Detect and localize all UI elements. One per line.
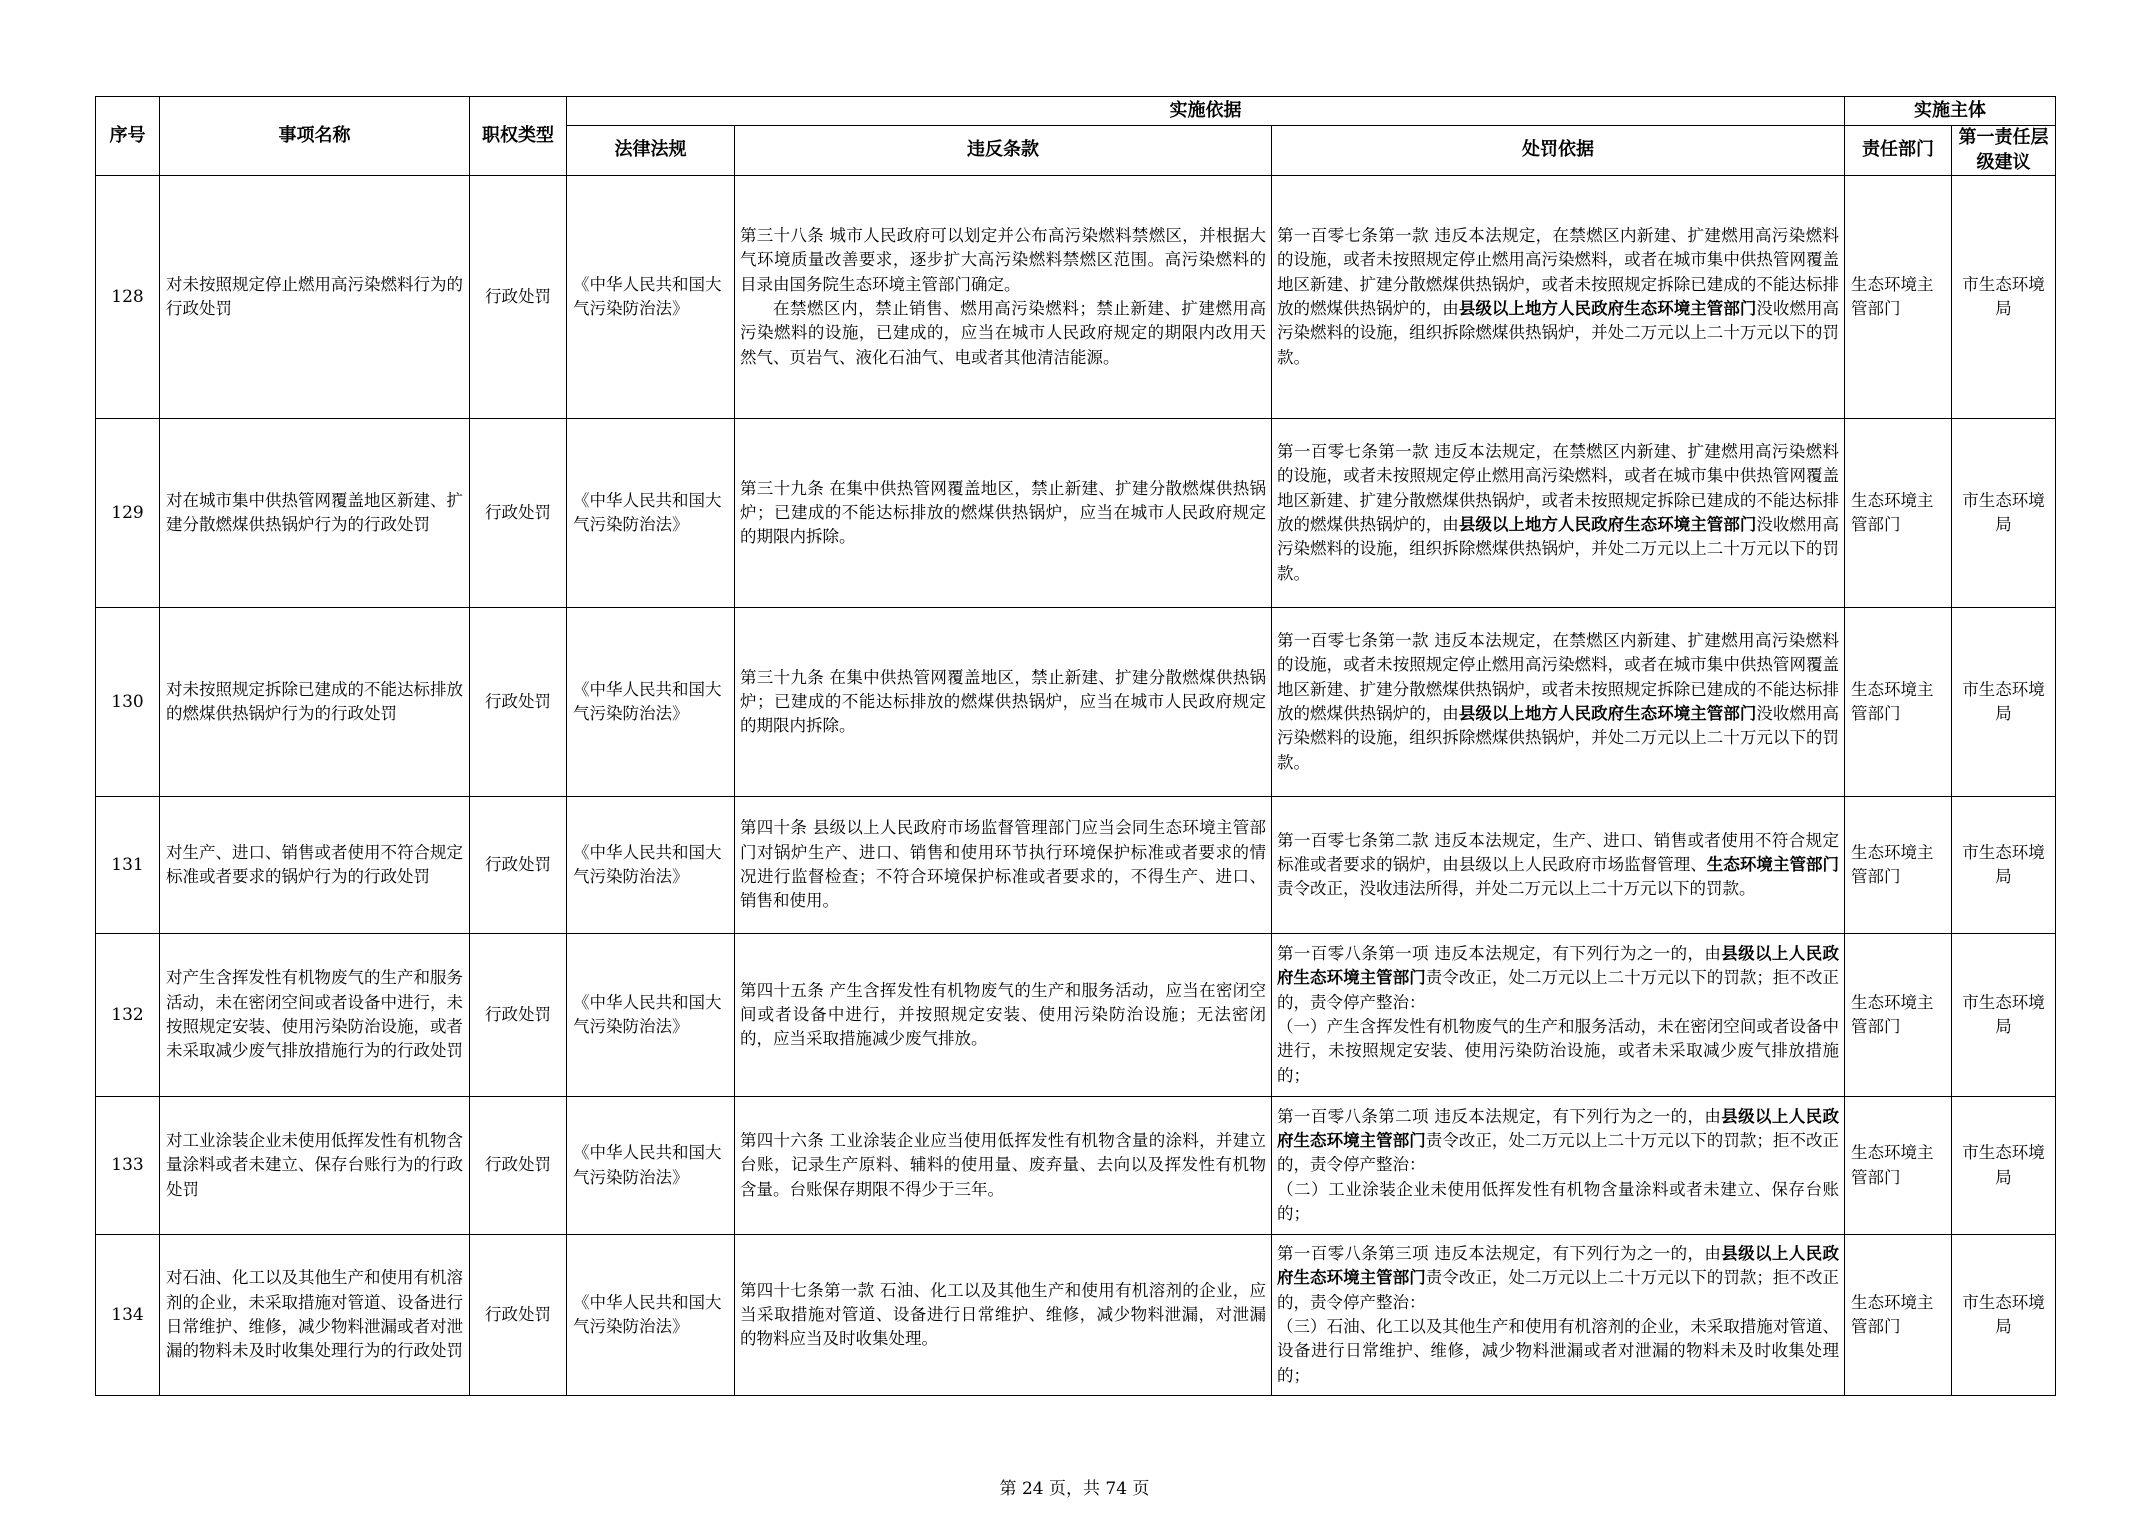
row-violation: 第三十九条 在集中供热管网覆盖地区，禁止新建、扩建分散燃煤供热锅炉；已建成的不能达标排放的燃煤供热锅炉，应当在城市人民政府规定的期限内拆除。 [735,419,1272,608]
table-row [96,608,2056,797]
penalty-authority: 生态环境主管部门 [1706,854,1840,874]
row-law: 《中华人民共和国大气污染防治法》 [567,1097,735,1235]
row-dept: 生态环境主管部门 [1845,608,1952,797]
table-row [96,419,2056,608]
row-dept: 生态环境主管部门 [1845,176,1952,419]
row-penalty [1272,797,1845,934]
header-basis-group: 实施依据 [567,97,1845,126]
penalty-item: （三）石油、化工以及其他生产和使用有机溶剂的企业，未采取措施对管道、设备进行日常维护、维修，减少物料泄漏或者对泄漏的物料未及时收集处理的； [1277,1317,1839,1385]
row-level: 市生态环境局 [1952,797,2056,934]
penalty-text: 没收燃用高污染燃料的设施，组织拆除燃煤供热锅炉，并处二万元以上二十万元以下的罚款。 [1277,299,1840,367]
row-item-name: 对产生含挥发性有机物废气的生产和服务活动，未在密闭空间或者设备中进行，未按照规定安装、使用污染防治设施，或者未采取减少废气排放措施行为的行政处罚 [160,934,470,1097]
penalty-text: 第一百零八条第一项 违反本法规定，有下列行为之一的，由 [1277,944,1722,964]
row-penalty [1272,934,1845,1097]
penalty-text: 第一百零七条第一款 违反本法规定，在禁燃区内新建、扩建燃用高污染燃料的设施，或者未按照规定停止燃用高污染燃料，或者在城市集中供热管网覆盖地区新建、扩建分散燃煤供热锅炉，或者未按照规定拆除已建成的不能达标排放的燃煤供热锅炉的，由 [1277,226,1839,318]
row-violation: 第三十九条 在集中供热管网覆盖地区，禁止新建、扩建分散燃煤供热锅炉；已建成的不能达标排放的燃煤供热锅炉，应当在城市人民政府规定的期限内拆除。 [735,608,1272,797]
header-subject-group: 实施主体 [1845,97,2056,126]
penalty-text: 第一百零八条第三项 违反本法规定，有下列行为之一的，由 [1277,1244,1722,1264]
row-violation [735,176,1272,419]
row-power-type: 行政处罚 [470,608,567,797]
enforcement-table [95,96,2056,1396]
row-seq: 130 [96,608,160,797]
penalty-authority: 县级以上地方人民政府生态环境主管部门 [1458,299,1757,318]
row-penalty [1272,176,1845,419]
header-item-name: 事项名称 [160,97,470,176]
row-level: 市生态环境局 [1952,1097,2056,1235]
header-dept: 责任部门 [1845,126,1952,176]
row-power-type: 行政处罚 [470,1097,567,1235]
penalty-text: 责令改正，处二万元以上二十万元以下的罚款；拒不改正的，责令停产整治： [1277,968,1840,1012]
penalty-authority: 县级以上人民政府生态环境主管部门 [1277,1106,1840,1151]
header-penalty: 处罚依据 [1272,126,1845,176]
row-law: 《中华人民共和国大气污染防治法》 [567,797,735,934]
row-law: 《中华人民共和国大气污染防治法》 [567,934,735,1097]
header-level: 第一责任层级建议 [1952,126,2056,176]
row-power-type: 行政处罚 [470,1235,567,1396]
row-penalty [1272,1097,1845,1235]
row-violation: 第四十条 县级以上人民政府市场监督管理部门应当会同生态环境主管部门对锅炉生产、进口、销售和使用环节执行环境保护标准或者要求的情况进行监督检查；不符合环境保护标准或者要求的，不得生产、进口、销售和使用。 [735,797,1272,934]
row-violation: 第四十五条 产生含挥发性有机物废气的生产和服务活动，应当在密闭空间或者设备中进行，并按照规定安装、使用污染防治设施；无法密闭的，应当采取措施减少废气排放。 [735,934,1272,1097]
header-law: 法律法规 [567,126,735,176]
row-item-name: 对工业涂装企业未使用低挥发性有机物含量涂料或者未建立、保存台账行为的行政处罚 [160,1097,470,1235]
row-seq: 133 [96,1097,160,1235]
penalty-text: 没收燃用高污染燃料的设施，组织拆除燃煤供热锅炉，并处二万元以上二十万元以下的罚款。 [1277,515,1840,583]
penalty-authority: 县级以上地方人民政府生态环境主管部门 [1458,704,1757,723]
row-power-type: 行政处罚 [470,797,567,934]
table-row [96,1235,2056,1396]
row-dept: 生态环境主管部门 [1845,1235,1952,1396]
row-seq: 131 [96,797,160,934]
table-row [96,934,2056,1097]
row-item-name: 对未按照规定拆除已建成的不能达标排放的燃煤供热锅炉行为的行政处罚 [160,608,470,797]
row-seq: 128 [96,176,160,419]
violation-paragraph: 第三十八条 城市人民政府可以划定并公布高污染燃料禁燃区，并根据大气环境质量改善要求，逐步扩大高污染燃料禁燃区范围。高污染燃料的目录由国务院生态环境主管部门确定。 [740,226,1266,294]
page-footer: 第 24 页，共 74 页 [999,1479,1150,1499]
penalty-item: （一）产生含挥发性有机物废气的生产和服务活动，未在密闭空间或者设备中进行，未按照规定安装、使用污染防治设施，或者未采取减少废气排放措施的； [1277,1017,1839,1085]
penalty-text: 第一百零七条第一款 违反本法规定，在禁燃区内新建、扩建燃用高污染燃料的设施，或者未按照规定停止燃用高污染燃料，或者在城市集中供热管网覆盖地区新建、扩建分散燃煤供热锅炉，或者未按照规定拆除已建成的不能达标排放的燃煤供热锅炉的，由 [1277,631,1839,723]
row-dept: 生态环境主管部门 [1845,797,1952,934]
penalty-text: 没收燃用高污染燃料的设施，组织拆除燃煤供热锅炉，并处二万元以上二十万元以下的罚款。 [1277,704,1840,772]
row-law: 《中华人民共和国大气污染防治法》 [567,176,735,419]
row-seq: 132 [96,934,160,1097]
row-dept: 生态环境主管部门 [1845,419,1952,608]
row-law: 《中华人民共和国大气污染防治法》 [567,419,735,608]
penalty-authority: 县级以上人民政府生态环境主管部门 [1277,1244,1840,1288]
row-level: 市生态环境局 [1952,1235,2056,1396]
row-item-name: 对未按照规定停止燃用高污染燃料行为的行政处罚 [160,176,470,419]
row-seq: 134 [96,1235,160,1396]
row-level: 市生态环境局 [1952,934,2056,1097]
header-power-type: 职权类型 [470,97,567,176]
row-violation: 第四十七条第一款 石油、化工以及其他生产和使用有机溶剂的企业，应当采取措施对管道、设备进行日常维护、维修，减少物料泄漏，对泄漏的物料应当及时收集处理。 [735,1235,1272,1396]
violation-paragraph: 在禁燃区内，禁止销售、燃用高污染燃料；禁止新建、扩建燃用高污染燃料的设施，已建成的，应当在城市人民政府规定的期限内改用天然气、页岩气、液化石油气、电或者其他清洁能源。 [740,299,1266,367]
penalty-text: 责令改正，没收违法所得，并处二万元以上二十万元以下的罚款。 [1277,879,1756,899]
penalty-item: （二）工业涂装企业未使用低挥发性有机物含量涂料或者未建立、保存台账的； [1277,1179,1839,1223]
row-power-type: 行政处罚 [470,934,567,1097]
row-law: 《中华人民共和国大气污染防治法》 [567,608,735,797]
table-row [96,1097,2056,1235]
table-row [96,797,2056,934]
row-power-type: 行政处罚 [470,176,567,419]
row-penalty [1272,419,1845,608]
row-level: 市生态环境局 [1952,176,2056,419]
penalty-authority: 县级以上地方人民政府生态环境主管部门 [1458,515,1757,534]
row-level: 市生态环境局 [1952,608,2056,797]
penalty-text: 第一百零七条第一款 违反本法规定，在禁燃区内新建、扩建燃用高污染燃料的设施，或者未按照规定停止燃用高污染燃料，或者在城市集中供热管网覆盖地区新建、扩建分散燃煤供热锅炉，或者未按照规定拆除已建成的不能达标排放的燃煤供热锅炉的，由 [1277,442,1839,534]
row-penalty [1272,608,1845,797]
row-item-name: 对在城市集中供热管网覆盖地区新建、扩建分散燃煤供热锅炉行为的行政处罚 [160,419,470,608]
header-violation: 违反条款 [735,126,1272,176]
row-violation: 第四十六条 工业涂装企业应当使用低挥发性有机物含量的涂料，并建立台账，记录生产原料、辅料的使用量、废弃量、去向以及挥发性有机物含量。台账保存期限不得少于三年。 [735,1097,1272,1235]
row-item-name: 对生产、进口、销售或者使用不符合规定标准或者要求的锅炉行为的行政处罚 [160,797,470,934]
row-power-type: 行政处罚 [470,419,567,608]
header-row-top [96,97,2056,126]
row-law: 《中华人民共和国大气污染防治法》 [567,1235,735,1396]
penalty-text: 责令改正，处二万元以上二十万元以下的罚款；拒不改正的，责令停产整治： [1277,1131,1840,1175]
row-penalty [1272,1235,1845,1396]
row-item-name: 对石油、化工以及其他生产和使用有机溶剂的企业，未采取措施对管道、设备进行日常维护、维修，减少物料泄漏或者对泄漏的物料未及时收集处理行为的行政处罚 [160,1235,470,1396]
row-dept: 生态环境主管部门 [1845,1097,1952,1235]
penalty-text: 第一百零八条第二项 违反本法规定，有下列行为之一的，由 [1277,1106,1722,1126]
row-level: 市生态环境局 [1952,419,2056,608]
row-dept: 生态环境主管部门 [1845,934,1952,1097]
penalty-text: 责令改正，处二万元以上二十万元以下的罚款；拒不改正的，责令停产整治： [1277,1268,1840,1312]
penalty-authority: 县级以上人民政府生态环境主管部门 [1277,944,1840,988]
row-seq: 129 [96,419,160,608]
table-row [96,176,2056,419]
penalty-text: 第一百零七条第二款 违反本法规定，生产、进口、销售或者使用不符合规定标准或者要求的锅炉，由县级以上人民政府市场监督管理、 [1277,830,1839,874]
header-seq: 序号 [96,97,160,176]
